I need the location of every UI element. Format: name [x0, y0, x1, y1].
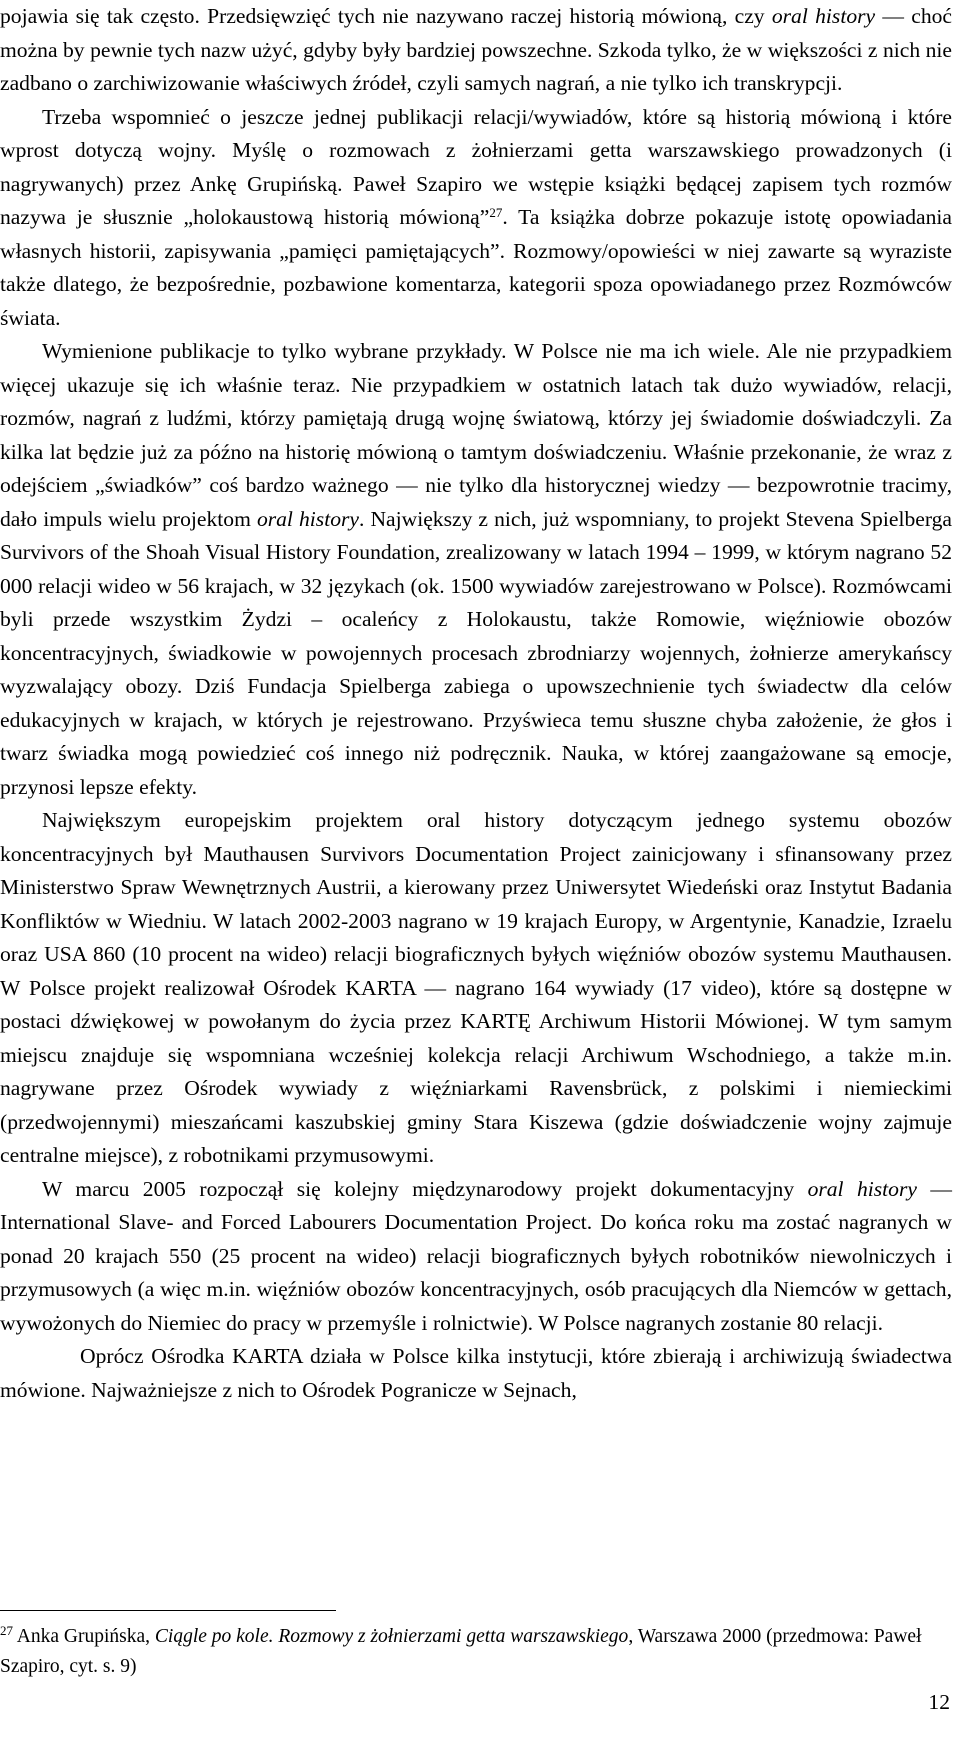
- text-run: Największym europejskim projektem oral history dotyczącym jednego systemu obozów koncentracyjnych był Mauthausen Survivors Documentation Project zainicjowany i sfinansowany przez Ministerstwo Spraw Wewnętrznych Austrii, a kierowany przez Uniwersytet Wiedeński oraz Instytut Badania Konfliktów w Wiedniu. W latach 2002-2003 nagrano w 19 krajach Europy, w Argentynie, Kanadzie, Izraelu oraz USA 860 (10 procent na wideo) relacji biograficznych byłych więźniów obozów systemu Mauthausen. W Polsce projekt realizował Ośrodek KARTA — nagrano 164 wywiady (17 video), które są dostępne w postaci dźwiękowej w powołanym do życia przez KARTĘ Archiwum Historii Mówionej. W tym samym miejscu znajduje się wspomniana wcześniej kolekcja relacji Archiwum Wschodniego, a także m.in. nagrywane przez Ośrodek wywiady z więźniarkami Ravensbrück, z polskimi i niemieckimi (przedwojennymi) mieszańcami kaszubskiej gminy Stara Kiszewa (gdzie doświadczenie wojny zajmuje centralne miejsce), z robotnikami przymusowymi.: [0, 808, 952, 1167]
- text-run: W marcu 2005 rozpoczął się kolejny międzynarodowy projekt dokumentacyjny: [42, 1176, 808, 1201]
- text-run: — choć można by pewnie tych nazw użyć, gdyby były bardziej powszechne. Szkoda tylko, że w większości z nich nie zadbano o zarchiwizowanie właściwych źródeł, czyli samych nagrań, a nie tylko ich transkrypcji.: [0, 4, 952, 95]
- text-run: . Największy z nich, już wspomniany, to projekt Stevena Spielberga Survivors of the Shoah Visual History Foundation, zrealizowany w latach 1994 – 1999, w którym nagrano 52 000 relacji wideo w 56 krajach, w 32 językach (ok. 1500 wywiadów zarejestrowano w Polsce). Rozmówcami byli przede wszystkim Żydzi – ocaleńcy z Holokaustu, także Romowie, więźniowie obozów koncentracyjnych, świadkowie w powojennych procesach zbrodniarzy wojennych, żołnierze amerykańscy wyzwalający obozy. Dziś Fundacja Spielberga zabiega o upowszechnienie tych świadectw dla celów edukacyjnych w krajach, w których je rejestrowano. Przyświeca temu słuszne chyba założenie, że głos i twarz świadka mogą powiedzieć coś innego niż podręcznik. Nauka, w której zaangażowane są emocje, przynosi lepsze efekty.: [0, 506, 953, 799]
- italic-text: oral history: [807, 1176, 917, 1201]
- text-run: . Ta książka dobrze pokazuje istotę opowiadania własnych historii, zapisywania „pamięci pamiętających”. Rozmowy/opowieści w niej zawarte są wyraziste także dlatego, że bezpośrednie, pozbawione komentarza, kategorii spoza opowiadanego przez Rozmówców świata.: [0, 205, 952, 330]
- footnote-ref: 27: [489, 205, 503, 220]
- paragraph: [0, 804, 952, 1173]
- paragraph: [0, 101, 952, 336]
- footnote-separator: [0, 1610, 336, 1611]
- text-run: Trzeba wspomnieć o jeszcze jednej publikacji relacji/wywiadów, które są historią mówioną i które wprost dotyczą wojny. Myślę o rozmowach z żołnierzami getta warszawskiego prowadzonych (i nagrywanych) przez Ankę Grupińską. Paweł Szapiro we wstępie książki będącej zapisem tych rozmów nazywa je słusznie „holokaustową historią mówioną”: [0, 104, 952, 229]
- italic-text: oral history: [771, 4, 876, 28]
- page-number: 12: [928, 1690, 950, 1714]
- text-run: — International Slave- and Forced Labourers Documentation Project. Do końca roku ma zostać nagranych w ponad 20 krajach 550 (25 procent na wideo) relacji biograficznych byłych robotników niewolniczych i przymusowych (a więc m.in. więźniów obozów koncentracyjnych, osób pracujących dla Niemców w gettach, wywożonych do Niemiec do pracy w przemyśle i rolnictwie). W Polsce nagranych zostanie 80 relacji.: [0, 1176, 952, 1335]
- footnote-text: [0, 1626, 922, 1677]
- paragraph: [0, 0, 952, 101]
- footnote: [0, 1622, 945, 1682]
- footnote-number: 27: [0, 1623, 13, 1638]
- paragraph: [0, 1173, 952, 1341]
- italic-text: oral history: [256, 506, 359, 531]
- text-run: Anka Grupińska,: [13, 1626, 155, 1647]
- text-run: Wymienione publikacje to tylko wybrane przykłady. W Polsce nie ma ich wiele. Ale nie przypadkiem więcej ukazuje się ich właśnie teraz. Nie przypadkiem w ostatnich latach tak dużo wywiadów, relacji, rozmów, nagrań z ludźmi, którzy pamiętają drugą wojnę światową, którzy jej świadomie doświadczyli. Za kilka lat będzie już za późno na historię mówioną o tamtym doświadczeniu. Właśnie przekonanie, że wraz z odejściem „świadków” coś bardzo ważnego — nie tylko dla historycznej wiedzy — bezpowrotnie tracimy, dało impuls wielu projektom: [0, 339, 952, 531]
- paragraph: [0, 335, 952, 804]
- paragraph: [0, 1340, 952, 1407]
- text-run: , Warszawa 2000 (przedmowa: Paweł Szapiro, cyt. s. 9): [0, 1626, 922, 1677]
- text-run: Oprócz Ośrodka KARTA działa w Polsce kilka instytucji, które zbierają i archiwizują świadectwa mówione. Najważniejsze z nich to Ośrodek Pogranicze w Sejnach,: [0, 1344, 952, 1402]
- italic-text: Ciągle po kole. Rozmowy z żołnierzami getta warszawskiego: [154, 1626, 629, 1647]
- text-run: pojawia się tak często. Przedsięwzięć tych nie nazywano raczej historią mówioną, czy: [0, 4, 772, 28]
